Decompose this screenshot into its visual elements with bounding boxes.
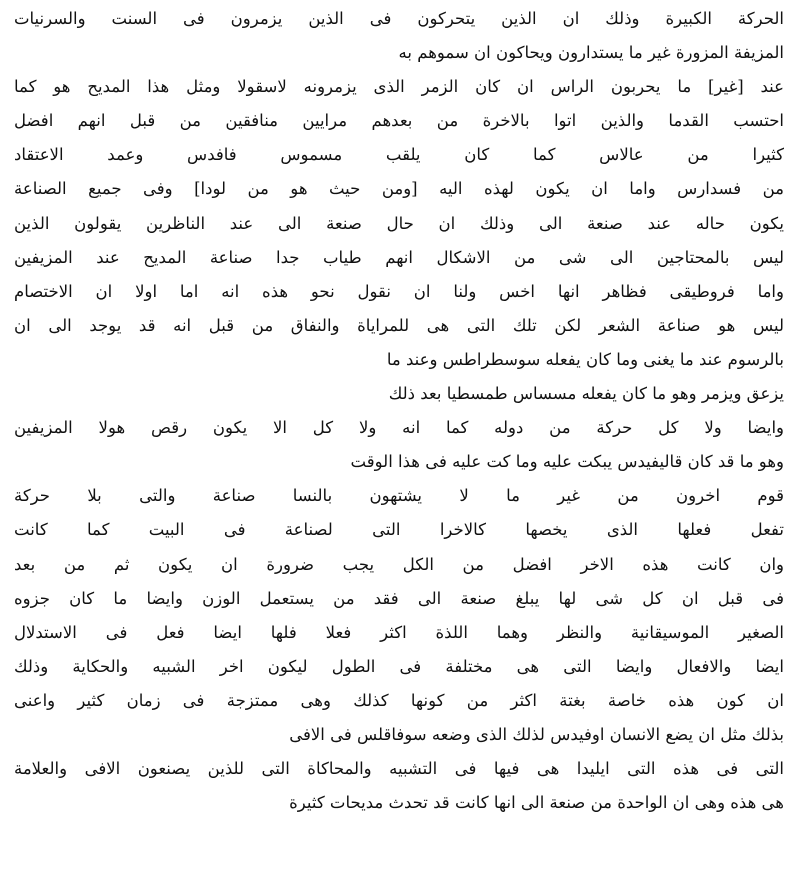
text-line: ليس بالمحتاجين الى شى من الاشكال انهم طياب جدا صناعة المديح عند المزيفين xyxy=(14,247,784,267)
text-line: بالرسوم عند ما يغنى وما كان يفعله سوسطراطس وعند ما xyxy=(386,349,784,369)
text-line: بذلك مثل ان يضع الانسان اوفيدس لذلك الذى وضعه سوفاقلس فى الافى xyxy=(289,724,784,744)
text-line: من فسدارس واما ان يكون لهذه اليه [ومن حيث هو من لودا] وفى جميع الصناعة xyxy=(14,179,784,199)
text-line: ايضا والافعال وايضا التى هى مختلفة فى الطول ليكون اخر الشبيه والحكاية وذلك xyxy=(14,656,784,676)
text-line: كثيرا من عالاس كما كان يلقب مسموس فافدس وعمد الاعتقاد xyxy=(14,145,784,165)
text-line: وهو ما قد كان قاليفيدس يبكت عليه وما كت عليه فى هذا الوقت xyxy=(350,452,784,472)
text-line: قوم اخرون من غير ما لا يشتهون بالنسا صناعة والتى بلا حركة xyxy=(14,486,784,506)
text-line: فى قبل ان كل شى لها يبلغ صنعة الى فقد من يستعمل الوزن وايضا ما كان جزوه xyxy=(14,588,784,608)
text-line: هى هذه وهى ان الواحدة من صنعة الى انها كانت قد تحدث مديحات كثيرة xyxy=(289,793,784,813)
text-line: واما فروطيقى فظاهر انها اخس ولنا ان نقول نحو هذه انه اما اولا ان الاختصام xyxy=(14,281,784,301)
text-line: الحركة الكبيرة وذلك ان الذين يتحركون فى الذين يزمرون فى السنت والسرنيات xyxy=(14,9,784,28)
text-line: ليس هو صناعة الشعر لكن تلك التى هى للمراياة والنفاق من قبل انه قد يوجد الى ان xyxy=(14,315,784,335)
text-line: وان كانت هذه الاخر افضل من الكل يجب ضرورة ان يكون ثم من بعد xyxy=(14,554,784,574)
text-line: المزيفة المزورة غير ما يستدارون ويحاكون ان سموهم به xyxy=(398,43,784,63)
text-line: عند [غير] ما يحربون الراس ان كان الزمر الذى يزمرونه لاسقولا ومثل هذا المديح هو كما xyxy=(14,77,784,97)
text-line: ان كون هذه خاصة بغتة اكثر من كونها كذلك وهى ممتزجة فى زمان كثير واعنى xyxy=(14,690,784,710)
text-line: يزعق ويزمر وهو ما كان يفعله مسساس طمسطيا بعد ذلك xyxy=(388,384,784,404)
text-line: وايضا ولا كل حركة من دوله كما انه ولا كل الا يكون رقص هولا المزيفين xyxy=(14,418,784,438)
arabic-manuscript-text xyxy=(14,2,784,820)
text-line: احتسب القدما والذين اتوا بالاخرة من بعدهم مرايين منافقين من قبل انهم افضل xyxy=(14,111,784,131)
text-line: الصغير الموسيقانية والنظر وهما اللذة اكثر فعلا فلها ايضا فعل فى الاستدلال xyxy=(14,622,784,642)
text-line: التى فى هذه التى ايليدا هى فيها فى التشبيه والمحاكاة التى للذين يصنعون الافى والعلامة xyxy=(14,759,784,779)
text-line: تفعل فعلها الذى يخصها كالاخرا التى لصناعة فى البيت كما كانت xyxy=(14,520,784,540)
text-line: يكون حاله عند صنعة الى وذلك ان حال صنعة الى عند الناظرين يقولون الذين xyxy=(14,213,784,233)
